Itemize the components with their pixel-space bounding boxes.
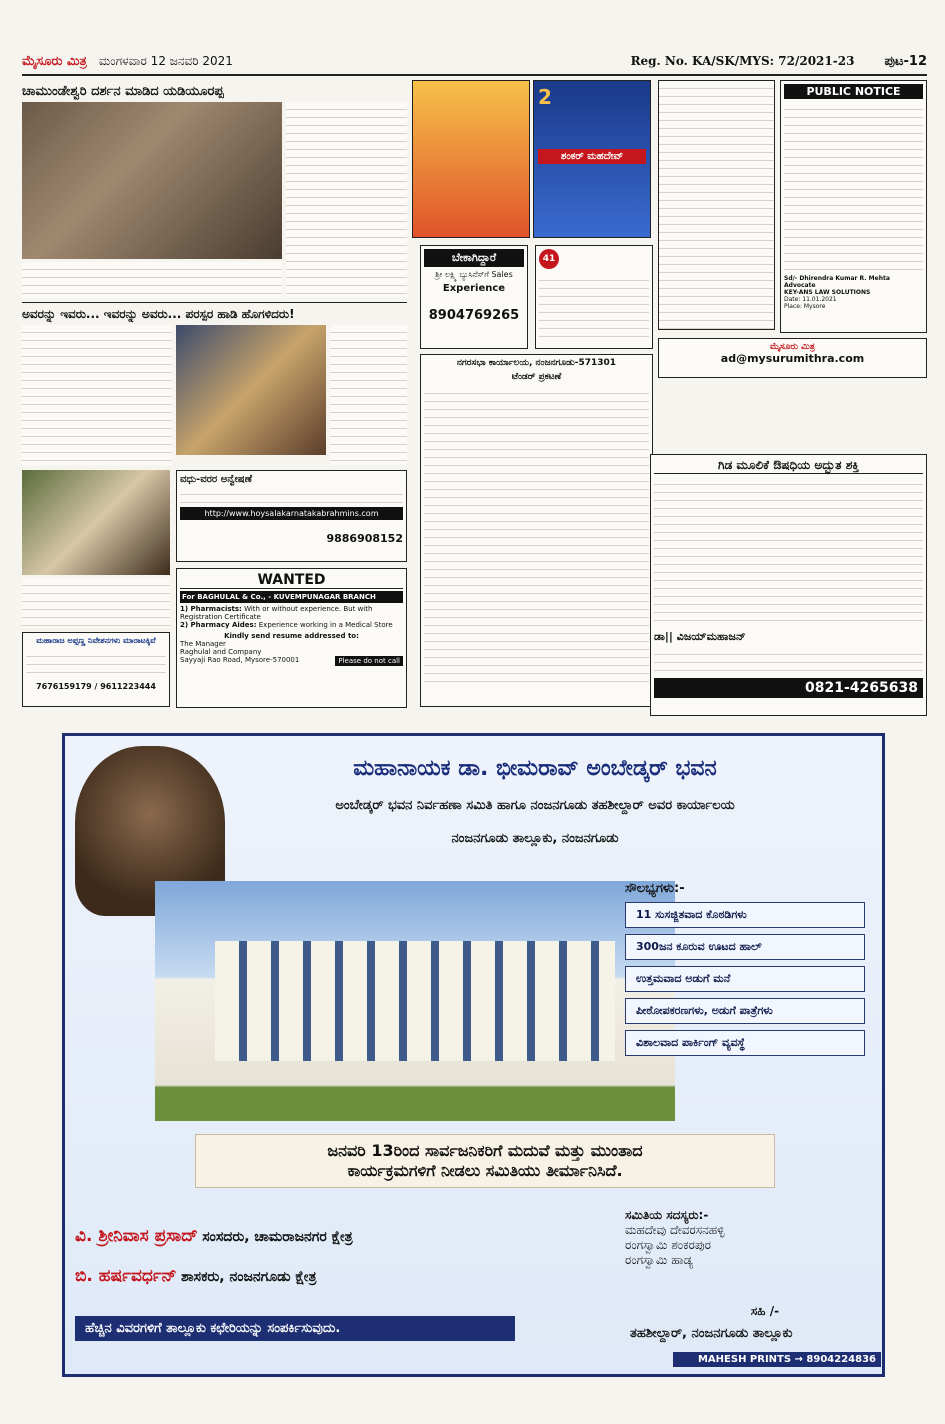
tender-title: ನಗರಸಭಾ ಕಾರ್ಯಾಲಯ, ನಂಜನಗೂಡು-571301 [456, 358, 617, 368]
facility-item: ಪೀಠೋಪಕರಣಗಳು, ಅಡುಗೆ ಪಾತ್ರೆಗಳು [625, 998, 865, 1024]
committee [625, 1208, 865, 1268]
printer-credit: MAHESH PRINTS → 8904224836 [673, 1352, 881, 1367]
plots-ad-title: ಮಹಾರಾಜ ಅಪ್ಪಣ್ಣ ನಿವೇಶನಗಳು ಮಾರಾಟಕ್ಕಿವೆ [36, 636, 156, 645]
wanted-title: WANTED [180, 572, 403, 589]
committee-member: ಮಹದೇವು ದೇವರಸನಹಳ್ಳಿ [625, 1223, 725, 1237]
sales-wanted-phone: 8904769265 [428, 308, 520, 323]
email-ad-masthead: ಮೈಸೂರು ಮಿತ್ರ [770, 342, 815, 352]
headline-1-text: ಚಾಮುಂಡೇಶ್ವರಿ ದರ್ಶನ ಮಾಡಿದ ಯಡಿಯೂರಪ್ಪ [22, 84, 224, 99]
public-notice-date: Date: 11.01.2021 [784, 296, 837, 303]
wanted-call-note: Please do not call [335, 656, 403, 666]
sales-wanted-exp: Experience [442, 283, 506, 294]
news-text-1 [286, 102, 407, 297]
bhavan-building-photo [155, 881, 675, 1121]
wanted-addr-2: Raghulal and Company [180, 648, 262, 656]
signature-label: ಸಹಿ /- [750, 1304, 780, 1318]
matrimony-ad [176, 470, 407, 562]
news-photo-1 [22, 102, 282, 259]
email-ad [658, 338, 927, 378]
mithra-41-notice [535, 245, 653, 349]
facility-item: 11 ಸುಸಜ್ಜಿತವಾದ ಕೊಠಡಿಗಳು [625, 902, 865, 928]
dignitary-2-role: ಶಾಸಕರು, ನಂಜನಗೂಡು ಕ್ಷೇತ್ರ [181, 1269, 317, 1285]
wanted-addr-1: The Manager [180, 640, 226, 648]
ambedkar-subtitle: ಅಂಬೇಡ್ಕರ್ ಭವನ ನಿರ್ವಹಣಾ ಸಮಿತಿ ಹಾಗೂ ನಂಜನಗೂಡು ತಹಶೀಲ್ದಾರ್ ಅವರ ಕಾರ್ಯಾಲಯ [335, 798, 735, 813]
masthead: ಮೈಸೂರು ಮಿತ್ರ [22, 53, 87, 69]
dignitary-2 [75, 1266, 595, 1286]
birthday-name: ಶಂಕರ್ ಮಹದೇವ್ [538, 149, 646, 164]
dignitary-1-role: ಸಂಸದರು, ಚಾಮರಾಜನಗರ ಕ್ಷೇತ್ರ [202, 1229, 353, 1245]
dignitary-1 [75, 1226, 595, 1246]
issue-date: ಮಂಗಳವಾರ 12 ಜನವರಿ 2021 [98, 53, 233, 68]
matrimony-url[interactable]: http://www.hoysalakarnatakabrahmins.com [180, 507, 403, 520]
news-text-2a [22, 325, 172, 465]
committee-member: ರಂಗಸ್ವಾಮಿ ಶಂಕರಪುರ [625, 1238, 711, 1252]
plots-ad-phone: 7676159179 / 9611223444 [36, 682, 156, 691]
registration-number: Reg. No. KA/SK/MYS: 72/2021-23 [630, 54, 855, 68]
plots-ad [22, 632, 170, 707]
announcement-line-1: ಜನವರಿ 13ರಿಂದ ಸಾರ್ವಜನಿಕರಿಗೆ ಮದುವೆ ಮತ್ತು ಮುಂತಾದ [327, 1141, 643, 1160]
dignitary-1-name: ವಿ. ಶ್ರೀನಿವಾಸ ಪ್ರಸಾದ್ [75, 1226, 198, 1246]
wanted-ad [176, 568, 407, 708]
ambedkar-bhavan-ad [62, 733, 885, 1377]
tender-notice [420, 354, 653, 707]
ayurveda-ad [650, 454, 927, 716]
facility-item: 300ಜನ ಕೂರುವ ಊಟದ ಹಾಲ್ [625, 934, 865, 960]
facilities-panel [625, 881, 865, 1062]
wanted-addr-3: Sayyaji Rao Road, Mysore-570001 [180, 656, 300, 664]
news-caption-3 [22, 578, 170, 628]
public-notice-firm: KEY-ANS LAW SOLUTIONS [784, 289, 871, 296]
wanted-item-1: 1) Pharmacists: [180, 605, 242, 613]
page-header [22, 48, 927, 76]
wanted-item-2-desc: Experience working in a Medical Store [258, 621, 393, 629]
email-ad-address[interactable]: ad@mysurumithra.com [720, 352, 865, 365]
matrimony-phone: 9886908152 [326, 532, 403, 545]
matrimony-title: ವಧು-ವರರ ಅನ್ವೇಷಣೆ [180, 474, 252, 485]
ayurveda-phone: 0821-4265638 [654, 678, 923, 698]
building-windows [215, 941, 615, 1061]
facility-item: ವಿಶಾಲವಾದ ಪಾರ್ಕಿಂಗ್ ವ್ಯವಸ್ಥೆ [625, 1030, 865, 1056]
ambedkar-title: ಮಹಾನಾಯಕ ಡಾ. ಭೀಮರಾವ್ ಅಂಬೇಡ್ಕರ್ ಭವನ [353, 756, 717, 781]
wanted-resume: Kindly send resume addressed to: [224, 632, 359, 640]
tahsildar-label: ತಹಶೀಲ್ದಾರ್, ನಂಜನಗೂಡು ತಾಲ್ಲೂಕು [630, 1326, 793, 1341]
ambedkar-location: ನಂಜನಗೂಡು ತಾಲ್ಲೂಕು, ನಂಜನಗೂಡು [451, 831, 619, 846]
announcement [195, 1134, 775, 1188]
facilities-title: ಸೌಲಭ್ಯಗಳು:- [625, 881, 685, 896]
wanted-item-1-desc: With or without experience. But with Registration Certificate [180, 605, 373, 621]
headline-2 [22, 302, 407, 322]
info-bar: ಹೆಚ್ಚಿನ ವಿವರಗಳಿಗೆ ತಾಲ್ಲೂಕು ಕಛೇರಿಯನ್ನು ಸಂಪರ್ಕಿಸುವುದು. [75, 1316, 515, 1341]
greeting-ad-1 [412, 80, 530, 238]
sales-wanted-title: ಬೇಕಾಗಿದ್ದಾರೆ [424, 249, 524, 267]
committee-title: ಸಮಿತಿಯ ಸದಸ್ಯರು:- [625, 1208, 709, 1222]
facility-item: ಉತ್ತಮವಾದ ಅಡುಗೆ ಮನೆ [625, 966, 865, 992]
news-photo-3 [22, 470, 170, 575]
ayurveda-doctor: ಡಾ|| ವಿಜಯ್‌ಮಹಾಜನ್ [654, 630, 746, 643]
public-notice-title: PUBLIC NOTICE [784, 84, 923, 99]
ayurveda-title: ಗಿಡ ಮೂಲಿಕೆ ಔಷಧಿಯ ಅದ್ಭುತ ಶಕ್ತಿ [654, 458, 923, 474]
headline-2-text: ಅವರನ್ನು ಇವರು... ಇವರನ್ನು ಅವರು... ಪರಸ್ಪರ ಹಾಡಿ ಹೊಗಳಿದರು! [22, 307, 295, 321]
headline-1 [22, 80, 407, 100]
news-caption-1 [22, 262, 282, 298]
public-notice [780, 80, 927, 333]
public-notice-place: Place: Mysore [784, 303, 826, 310]
dignitary-2-name: ಬಿ. ಹರ್ಷವರ್ಧನ್ [75, 1266, 177, 1286]
wanted-company: For BAGHULAL & Co., - KUVEMPUNAGAR BRANCH [180, 591, 403, 603]
news-text-2b [330, 325, 407, 465]
news-photo-2 [176, 325, 326, 455]
mithra-badge: 41 [539, 249, 559, 269]
birthday-ad [533, 80, 651, 238]
public-notice-sign: Sd/- Dhirendra Kumar R. Mehta Advocate [784, 275, 890, 289]
classified-column [658, 80, 775, 330]
sales-wanted-body: ಶ್ರೀ ಲಕ್ಷ್ಮಿ ಬ್ಯುಸಿನೆಸ್‌ಗೆ Sales [435, 270, 513, 279]
sales-wanted-ad [420, 245, 528, 349]
page-number: ಪುಟ-12 [884, 53, 927, 69]
announcement-line-2: ಕಾರ್ಯಕ್ರಮಗಳಿಗೆ ನೀಡಲು ಸಮಿತಿಯು ತೀರ್ಮಾನಿಸಿದೆ. [347, 1161, 623, 1180]
committee-member: ರಂಗಸ್ವಾಮಿ ಹಾಡ್ಯ [625, 1253, 694, 1267]
tender-subtitle: ಟೆಂಡರ್ ಪ್ರಕಟಣೆ [511, 372, 562, 382]
wanted-item-2: 2) Pharmacy Aides: [180, 621, 257, 629]
birthday-count: 2 [538, 85, 552, 109]
